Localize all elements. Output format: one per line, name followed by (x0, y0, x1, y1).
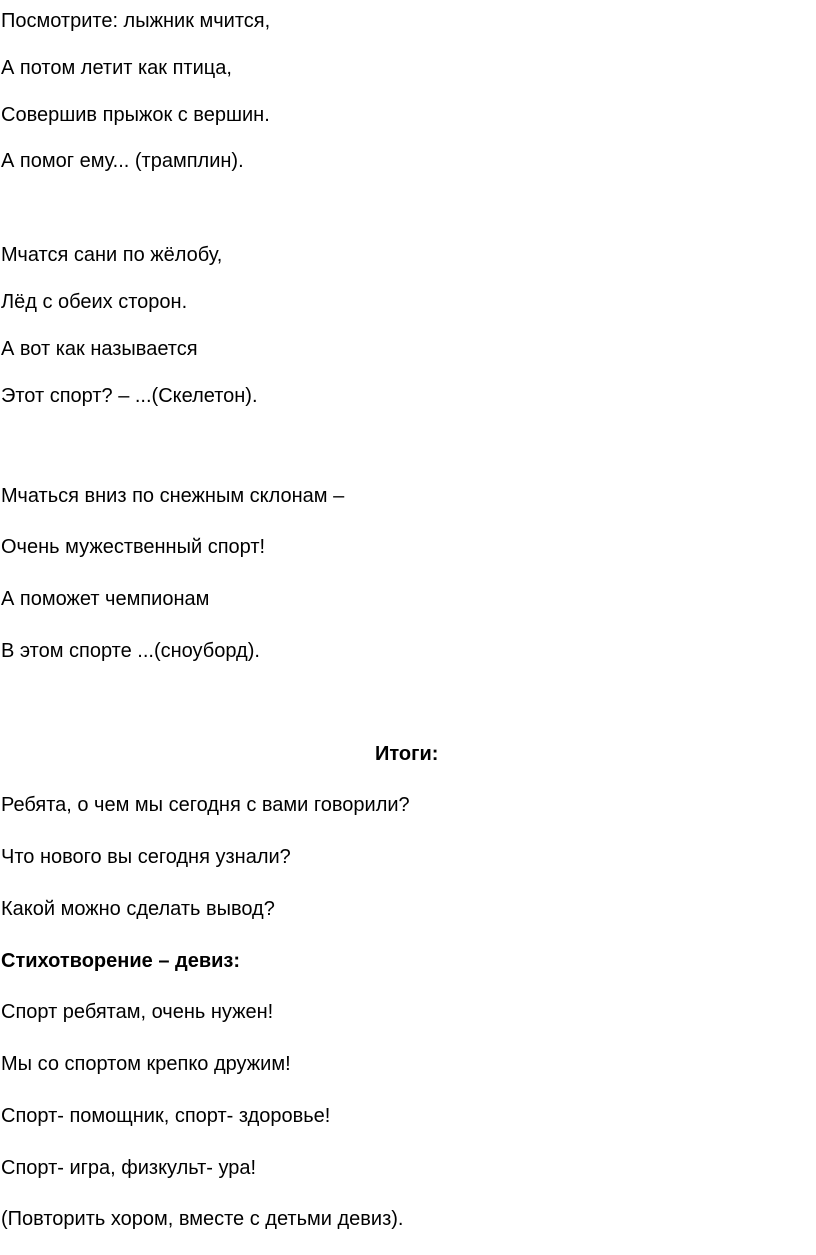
riddle-3-line-4: В этом спорте ...(сноуборд). (1, 640, 260, 662)
motto-line-3: Спорт- помощник, спорт- здоровье! (1, 1105, 331, 1127)
riddle-2-line-2: Лёд с обеих сторон. (1, 291, 188, 313)
motto-line-4: Спорт- игра, физкульт- ура! (1, 1157, 257, 1179)
riddle-3-line-1: Мчаться вниз по снежным склонам – (1, 485, 345, 507)
riddle-3-line-2: Очень мужественный спорт! (1, 536, 266, 558)
riddle-1-line-2: А потом летит как птица, (1, 57, 232, 79)
riddle-1-line-3: Совершив прыжок с вершин. (1, 104, 270, 126)
motto-heading: Стихотворение – девиз: (1, 950, 241, 972)
summary-question-1: Ребята, о чем мы сегодня с вами говорили? (1, 794, 410, 816)
motto-line-2: Мы со спортом крепко дружим! (1, 1053, 291, 1075)
riddle-1-line-4: А помог ему... (трамплин). (1, 150, 244, 172)
motto-instruction: (Повторить хором, вместе с детьми девиз). (1, 1208, 404, 1230)
riddle-1-line-1: Посмотрите: лыжник мчится, (1, 10, 271, 32)
riddle-2-line-1: Мчатся сани по жёлобу, (1, 244, 223, 266)
riddle-2-line-3: А вот как называется (1, 338, 198, 360)
summary-question-3: Какой можно сделать вывод? (1, 898, 275, 920)
summary-question-2: Что нового вы сегодня узнали? (1, 846, 291, 868)
summary-heading: Итоги: (375, 743, 439, 765)
riddle-3-line-3: А поможет чемпионам (1, 588, 210, 610)
motto-line-1: Спорт ребятам, очень нужен! (1, 1001, 274, 1023)
riddle-2-line-4: Этот спорт? – ...(Скелетон). (1, 385, 258, 407)
